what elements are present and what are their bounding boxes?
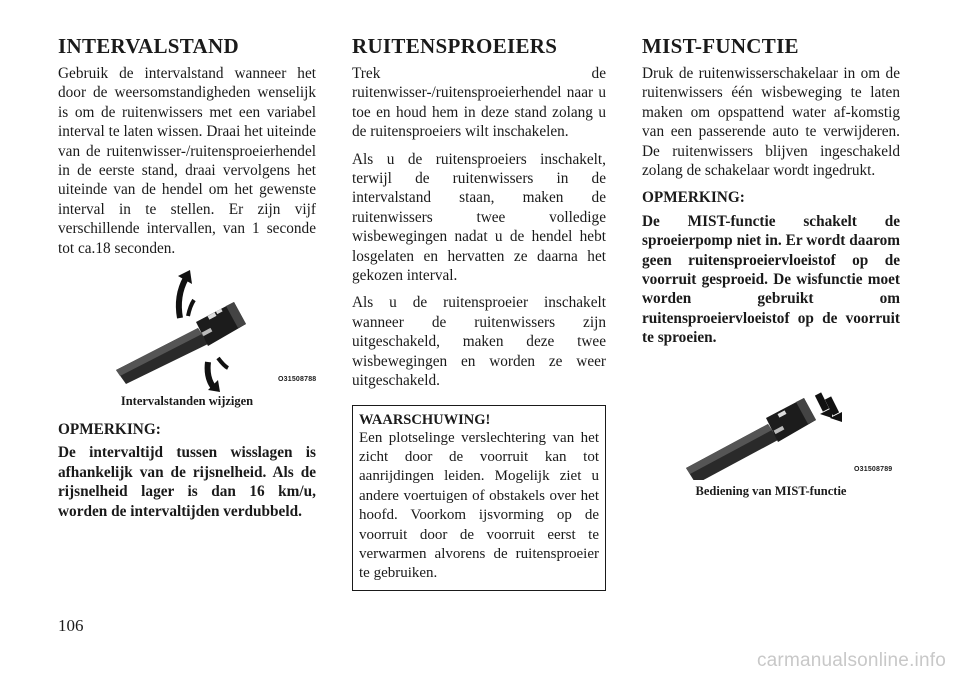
wiper-stalk-mist-illustration [642, 380, 900, 480]
note-body: De MIST-functie schakelt de sproeierpomp niet in. Er wordt daarom geen ruitensproeiervloeistof op de voorruit gesproeid. De wisfunctie moet worden gebruikt om ruitensproeiervloeistof op de voorruit te sproeien. [642, 212, 900, 347]
column-mist [642, 34, 900, 510]
figure-caption: Intervalstanden wijzigen [120, 394, 254, 409]
section-heading-washers: RUITENSPROEIERS [352, 34, 558, 58]
washers-para-3: Als u de ruitensproeier inschakelt wanneer de ruitenwissers zijn uitgeschakeld, maken deze twee wisbewegingen en worden ze weer uitgeschakeld. [352, 294, 606, 390]
warning-box [352, 405, 606, 591]
column-interval [58, 34, 316, 529]
note-title: OPMERKING: [58, 421, 161, 439]
figure-interval [58, 266, 316, 416]
section-heading-mist: MIST-FUNCTIE [642, 34, 799, 58]
watermark: carmanualsonline.info [756, 650, 946, 671]
figure-code: O31508789 [854, 465, 893, 473]
figure-caption: Bediening van MIST-functie [695, 483, 847, 498]
interval-body: Gebruik de intervalstand wanneer het door de weersomstandigheden wenselijk is om de ruitenwissers met een variabel interval te laten wissen. Draai het uiteinde van de ruitenwisser-/ruitensproeierhendel in de eerste stand, draai vervolgens het uiteinde van de hendel om het gewenste interval in te stellen. Er zijn vijf verschillende intervallen, van 1 seconde tot ca.18 seconden. [58, 65, 316, 257]
washers-para-2: Als u de ruitensproeiers inschakelt, terwijl de ruitenwissers in de intervalstand staan, maken de ruitenwissers twee volledige wisbewegingen nadat u de hendel hebt losgelaten en hervatten ze daarna het gekozen interval. [352, 150, 606, 285]
washers-para-1: Trek de ruitenwisser-/ruitensproeierhendel naar u toe en houd hem in deze stand zolang u de ruitensproeiers wilt inschakelen. [352, 65, 606, 141]
section-heading-interval: INTERVALSTAND [58, 34, 239, 58]
figure-code: O31508788 [278, 376, 317, 384]
warning-title: WAARSCHUWING! [359, 411, 491, 428]
mist-body: Druk de ruitenwisserschakelaar in om de ruitenwissers één wisbeweging te laten maken om opspattend water af-komstig van een passerende auto te verwijderen. De ruitenwissers blijven ingeschakeld zolang de schakelaar wordt ingedrukt. [642, 65, 900, 180]
note-title: OPMERKING: [642, 189, 745, 207]
page-number: 106 [58, 616, 84, 635]
note-body: De intervaltijd tussen wisslagen is afhankelijk van de rijsnelheid. Als de rijsnelheid lager is dan 16 km/u, worden de intervaltijden verdubbeld. [58, 444, 316, 520]
figure-mist [642, 380, 900, 510]
column-washers [352, 34, 606, 591]
warning-body: Een plotselinge verslechtering van het zicht door de voorruit kan tot aanrijdingen leiden. Mogelijk ziet u andere voertuigen of obstakels over het hoofd. Voorkom ijsvorming op de voorruit door de voorruit eerst te verwarmen alvorens de ruitensproeier te gebruiken. [359, 429, 599, 582]
